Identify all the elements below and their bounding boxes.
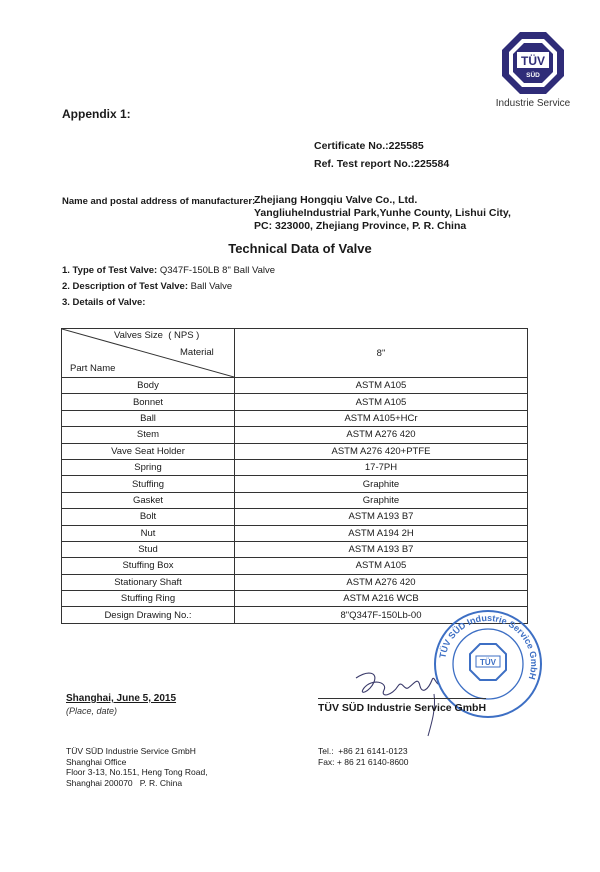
tuv-sud-logo — [500, 30, 566, 96]
table-row — [62, 378, 528, 394]
material-cell: 17-7PH — [235, 459, 528, 475]
manufacturer-name: Zhejiang Hongqiu Valve Co., Ltd. — [254, 194, 418, 206]
address-line: Shanghai Office — [66, 756, 127, 767]
part-name-cell: Spring — [62, 459, 235, 475]
part-name-cell: Ball — [62, 410, 235, 426]
place-date: Shanghai, June 5, 2015 — [66, 693, 177, 704]
table-row — [62, 591, 528, 607]
address-line: Shanghai 200070 P. R. China — [66, 777, 183, 788]
signatory-company: TÜV SÜD Industrie Service GmbH — [318, 702, 487, 714]
part-name-cell: Vave Seat Holder — [62, 443, 235, 459]
table-row — [62, 558, 528, 574]
item-value: Q347F-150LB 8" Ball Valve — [159, 265, 276, 276]
table-row — [62, 410, 528, 426]
table-row — [62, 541, 528, 557]
appendix-label: Appendix 1: — [62, 107, 131, 121]
table-row — [62, 525, 528, 541]
material-cell: Graphite — [235, 476, 528, 492]
valve-materials-table — [61, 328, 528, 624]
part-name-cell: Stationary Shaft — [62, 574, 235, 590]
table-row — [62, 509, 528, 525]
part-name-cell: Stuffing Ring — [62, 591, 235, 607]
stamp-logo-wordmark: TÜV — [480, 658, 496, 667]
manufacturer-address — [254, 194, 511, 233]
address-line: TÜV SÜD Industrie Service GmbH — [66, 746, 196, 756]
table-header-row — [62, 329, 528, 378]
table-row — [62, 427, 528, 443]
item-value: Ball Valve — [190, 281, 233, 292]
material-cell: ASTM A105 — [235, 378, 528, 394]
stamp-text: TÜV SÜD Industrie Service GmbH — [437, 612, 540, 681]
item-label: 3. Details of Valve: — [62, 297, 146, 308]
certificate-number: Certificate No.:225585 — [314, 140, 424, 152]
material-cell: Graphite — [235, 492, 528, 508]
type-of-test-valve — [62, 265, 275, 276]
ref-test-report: Ref. Test report No.:225584 — [314, 158, 450, 170]
logo-sub: SÜD — [526, 72, 540, 79]
manufacturer-address-line: YangliuheIndustrial Park,Yunhe County, Lishui City, — [254, 207, 511, 219]
material-cell: ASTM A193 B7 — [235, 509, 528, 525]
details-of-valve — [62, 297, 145, 308]
header-valve-size: Valves Size ( NPS ) — [114, 330, 200, 341]
part-name-cell: Gasket — [62, 492, 235, 508]
part-name-cell: Bolt — [62, 509, 235, 525]
material-cell: ASTM A276 420 — [235, 427, 528, 443]
table-row — [62, 574, 528, 590]
logo-wordmark: TÜV — [521, 54, 545, 68]
header-size-value: 8" — [235, 329, 528, 378]
material-cell: ASTM A105 — [235, 394, 528, 410]
material-cell: ASTM A216 WCB — [235, 591, 528, 607]
material-cell: ASTM A276 420 — [235, 574, 528, 590]
table-row — [62, 443, 528, 459]
table-row — [62, 476, 528, 492]
part-name-cell: Design Drawing No.: — [62, 607, 235, 623]
header-diagonal-cell — [62, 329, 235, 378]
material-cell: 8"Q347F-150Lb-00 — [235, 607, 528, 623]
place-date-caption: (Place, date) — [66, 706, 118, 716]
manufacturer-label: Name and postal address of manufacturer: — [62, 196, 256, 207]
material-cell: ASTM A193 B7 — [235, 541, 528, 557]
address-line: Floor 3-13, No.151, Heng Tong Road, — [66, 767, 208, 777]
manufacturer-address-line: PC: 323000, Zhejiang Province, P. R. China — [254, 220, 467, 232]
material-cell: ASTM A276 420+PTFE — [235, 443, 528, 459]
part-name-cell: Stem — [62, 427, 235, 443]
telephone: Tel.: +86 21 6141-0123 — [318, 746, 408, 756]
part-name-cell: Body — [62, 378, 235, 394]
part-name-cell: Bonnet — [62, 394, 235, 410]
header-part-name: Part Name — [70, 363, 116, 374]
table-row — [62, 459, 528, 475]
material-cell: ASTM A105 — [235, 558, 528, 574]
table-row — [62, 394, 528, 410]
table-row — [62, 492, 528, 508]
item-label: 1. Type of Test Valve: — [62, 265, 158, 276]
document-title: Technical Data of Valve — [228, 241, 372, 256]
material-cell: ASTM A194 2H — [235, 525, 528, 541]
logo-caption: Industrie Service — [495, 98, 571, 109]
description-of-test-valve — [62, 281, 232, 292]
contact-info — [318, 746, 409, 767]
signature-line — [318, 698, 486, 699]
item-label: 2. Description of Test Valve: — [62, 281, 189, 292]
svg-text:TÜV SÜD Industrie Service GmbH — [437, 613, 539, 681]
fax: Fax: + 86 21 6140-8600 — [318, 756, 409, 767]
material-cell: ASTM A105+HCr — [235, 410, 528, 426]
part-name-cell: Stuffing — [62, 476, 235, 492]
part-name-cell: Nut — [62, 525, 235, 541]
part-name-cell: Stuffing Box — [62, 558, 235, 574]
header-material: Material — [180, 347, 214, 358]
office-address — [66, 746, 208, 788]
part-name-cell: Stud — [62, 541, 235, 557]
